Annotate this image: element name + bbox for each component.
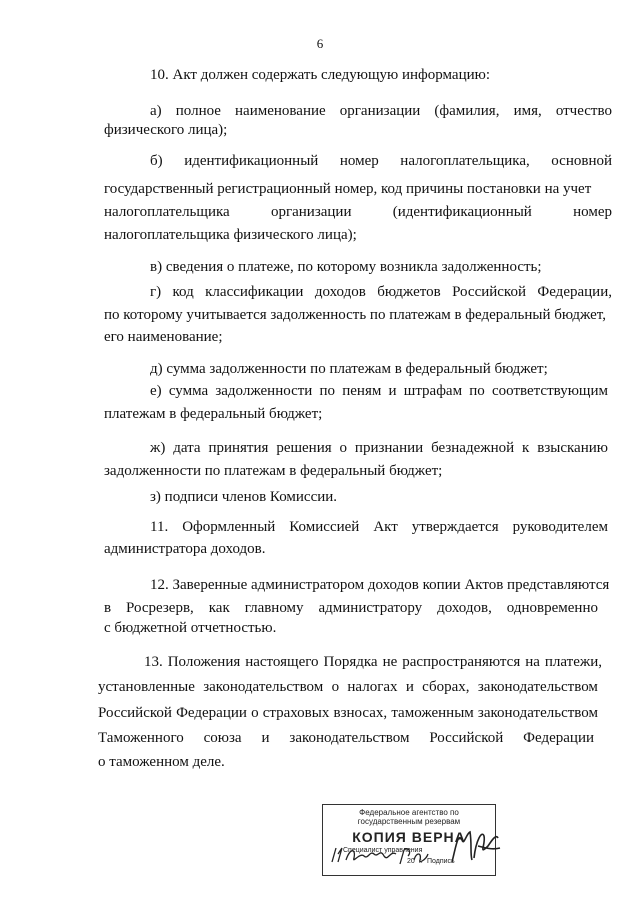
word: Положения: [167, 654, 241, 670]
paragraph-13-line-5: о таможенном деле.: [98, 754, 225, 770]
word: полное: [175, 103, 221, 119]
word: платежи,: [544, 654, 602, 670]
word: имя,: [513, 103, 542, 119]
word: о: [251, 705, 259, 721]
word: организации: [270, 204, 352, 220]
word: законодательством: [289, 730, 410, 746]
word: и: [405, 679, 414, 695]
word: организации: [339, 103, 421, 119]
item-d-line: д) сумма задолженности по платежам в федеральный бюджет;: [150, 361, 548, 377]
word: штрафам: [403, 383, 463, 399]
word: законодательством: [477, 705, 598, 721]
word: решения: [276, 440, 332, 456]
word: Российской: [452, 284, 526, 300]
word: (идентификационный: [392, 204, 532, 220]
signature-mark: [448, 826, 502, 868]
word: установленные: [98, 679, 195, 695]
word: Акт: [373, 519, 398, 535]
word: администратору: [318, 600, 423, 616]
paragraph-11-line-1: [150, 518, 608, 536]
stamp-title: КОПИЯ ВЕРНА: [352, 829, 466, 845]
paragraph-12-line-3: с бюджетной отчетностью.: [104, 620, 277, 636]
word: взысканию: [537, 440, 608, 456]
word: Комиссией: [289, 519, 360, 535]
word: Федерации: [523, 730, 594, 746]
item-b-line-2: государственный регистрационный номер, код причины постановки на учет: [104, 181, 592, 197]
word: по: [319, 383, 336, 399]
paragraph-13-line-3: [98, 704, 598, 722]
word: Росрезерв,: [126, 600, 194, 616]
word: код: [172, 284, 194, 300]
word: союза: [203, 730, 242, 746]
word: ж): [150, 440, 166, 456]
word: законодательством: [477, 679, 598, 695]
word: налогоплательщика: [104, 204, 230, 220]
word: сумма: [168, 383, 209, 399]
word: как: [208, 600, 230, 616]
stamp-specialist-label: Специалист управления: [343, 847, 423, 854]
word: принятия: [208, 440, 269, 456]
word: по: [469, 383, 485, 399]
word: доходов: [314, 284, 366, 300]
word: номер: [573, 204, 612, 220]
word: утверждается: [411, 519, 499, 535]
word: отчество: [555, 103, 612, 119]
paragraph-13-line-1: [144, 653, 602, 671]
word: основной: [551, 153, 612, 169]
paragraph-13-line-4: [98, 729, 594, 747]
stamp-agency-line-2: государственным резервам: [357, 817, 461, 826]
word: 11.: [150, 519, 169, 535]
stamp-agency: [323, 808, 495, 826]
word: законодательством: [203, 679, 324, 695]
word: и: [388, 383, 397, 399]
word: Оформленный: [182, 519, 276, 535]
word: номер: [339, 153, 379, 169]
page-number: 6: [316, 36, 324, 51]
word: дата: [173, 440, 201, 456]
stamp-signature-label: Подпись: [427, 858, 455, 865]
word: к: [522, 440, 530, 456]
item-zh-line-1: [150, 439, 608, 457]
paragraph-13-line-2: [98, 678, 598, 696]
word: безнадежной: [431, 440, 515, 456]
word: сборах,: [422, 679, 470, 695]
word: Российской: [429, 730, 504, 746]
paragraph-12-line-2: [104, 599, 598, 617]
word: задолженности: [215, 383, 313, 399]
word: признании: [354, 440, 424, 456]
word: е): [150, 383, 162, 399]
item-g-line-2: по которому учитывается задолженность по платежам в федеральный бюджет,: [104, 307, 606, 323]
word: одновременно: [506, 600, 598, 616]
word: 13.: [144, 654, 163, 670]
word: налогах: [347, 679, 398, 695]
handwritten-date: [330, 842, 450, 868]
word: на: [525, 654, 540, 670]
item-g-line-3: его наименование;: [104, 329, 223, 345]
item-e-line-2: платежам в федеральный бюджет;: [104, 406, 323, 422]
word: распространяются: [402, 654, 521, 670]
word: доходов,: [437, 600, 492, 616]
item-b-line-4: налогоплательщика физического лица);: [104, 227, 357, 243]
word: пеням: [342, 383, 382, 399]
item-z-line: з) подписи членов Комиссии.: [150, 489, 338, 505]
word: главному: [244, 600, 304, 616]
word: идентификационный: [184, 153, 319, 169]
word: таможенным: [391, 705, 474, 721]
word: страховых: [262, 705, 330, 721]
stamp-year-suffix: 20: [407, 858, 415, 865]
word: б): [150, 153, 163, 169]
word: не: [382, 654, 398, 670]
word: Таможенного: [98, 730, 184, 746]
word: руководителем: [512, 519, 608, 535]
item-b-line-1: [150, 152, 612, 170]
word: соответствующим: [492, 383, 608, 399]
word: Федерации: [176, 705, 247, 721]
word: Российской: [98, 705, 172, 721]
item-g-line-1: [150, 283, 612, 301]
word: в: [104, 600, 112, 616]
word: Порядка: [323, 654, 378, 670]
paragraph-12-line-1: 12. Заверенные администратором доходов копии Актов представляются: [150, 577, 610, 593]
item-a-line-2: физического лица);: [104, 122, 228, 138]
word: о: [339, 440, 348, 456]
word: (фамилия,: [434, 103, 500, 119]
item-b-line-3: [104, 203, 612, 221]
item-e-line-1: [150, 382, 608, 400]
stamp-year-end: г.: [419, 858, 423, 865]
item-v-line: в) сведения о платеже, по которому возникла задолженность;: [150, 259, 542, 275]
paragraph-10-intro: 10. Акт должен содержать следующую информацию:: [150, 67, 491, 83]
word: наименование: [235, 103, 326, 119]
word: и: [261, 730, 270, 746]
item-a-line-1: [150, 102, 612, 120]
item-zh-line-2: задолженности по платежам в федеральный бюджет;: [104, 463, 443, 479]
paragraph-11-line-2: администратора доходов.: [104, 541, 266, 557]
word: настоящего: [245, 654, 319, 670]
word: взносах,: [333, 705, 388, 721]
word: о: [331, 679, 340, 695]
word: налогоплательщика,: [400, 153, 530, 169]
word: а): [150, 103, 162, 119]
word: Федерации,: [537, 284, 612, 300]
stamp-agency-line-1: Федеральное агентство по: [359, 808, 459, 817]
word: классификации: [205, 284, 304, 300]
word: г): [150, 284, 162, 300]
word: бюджетов: [377, 284, 441, 300]
